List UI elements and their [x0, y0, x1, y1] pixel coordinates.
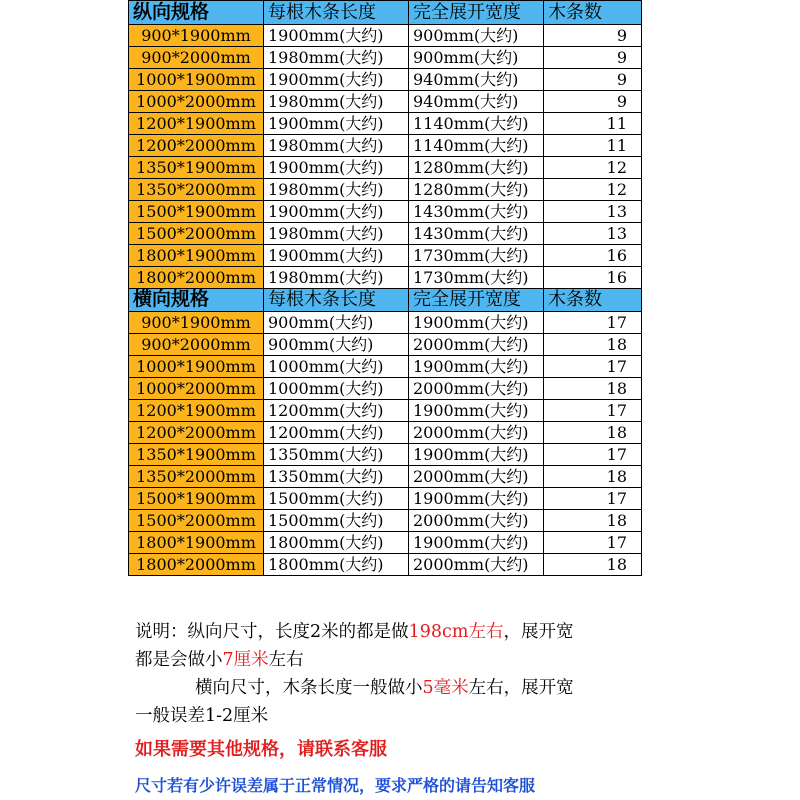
length-cell: 1980mm(大约) — [264, 178, 409, 200]
contact-note: 如果需要其他规格，请联系客服 — [135, 739, 387, 760]
count-cell: 17 — [544, 532, 642, 554]
length-cell: 1350mm(大约) — [264, 444, 409, 466]
spec-cell: 1200*1900mm — [129, 112, 264, 134]
width-cell: 2000mm(大约) — [409, 510, 544, 532]
spec-cell: 900*1900mm — [129, 24, 264, 46]
count-cell: 18 — [544, 378, 642, 400]
horizontal-header-cell: 每根木条长度 — [264, 288, 409, 312]
width-cell: 1430mm(大约) — [409, 200, 544, 222]
count-cell: 17 — [544, 400, 642, 422]
count-cell: 17 — [544, 312, 642, 334]
length-cell: 1980mm(大约) — [264, 134, 409, 156]
count-cell: 16 — [544, 244, 642, 266]
horizontal-row — [129, 378, 642, 400]
note-line-2: 都是会做小7厘米左右 — [135, 650, 304, 670]
horizontal-row — [129, 334, 642, 356]
spec-cell: 1000*1900mm — [129, 356, 264, 378]
width-cell: 2000mm(大约) — [409, 466, 544, 488]
note-line-4: 一般误差1-2厘米 — [135, 706, 269, 726]
length-cell: 1200mm(大约) — [264, 422, 409, 444]
count-cell: 12 — [544, 156, 642, 178]
count-cell: 17 — [544, 488, 642, 510]
length-cell: 1980mm(大约) — [264, 266, 409, 288]
horizontal-row — [129, 488, 642, 510]
length-cell: 1500mm(大约) — [264, 510, 409, 532]
length-cell: 1900mm(大约) — [264, 244, 409, 266]
count-cell: 18 — [544, 422, 642, 444]
width-cell: 940mm(大约) — [409, 90, 544, 112]
vertical-row — [129, 112, 642, 134]
note-line-3: 横向尺寸，木条长度一般做小5毫米左右，展开宽 — [195, 678, 574, 698]
width-cell: 900mm(大约) — [409, 24, 544, 46]
length-cell: 1980mm(大约) — [264, 90, 409, 112]
width-cell: 2000mm(大约) — [409, 334, 544, 356]
count-cell: 11 — [544, 134, 642, 156]
spec-cell: 1350*1900mm — [129, 444, 264, 466]
vertical-row — [129, 178, 642, 200]
spec-cell: 1500*1900mm — [129, 488, 264, 510]
count-cell: 9 — [544, 68, 642, 90]
spec-cell: 1800*2000mm — [129, 554, 264, 576]
horizontal-row — [129, 466, 642, 488]
spec-cell: 1350*1900mm — [129, 156, 264, 178]
count-cell: 16 — [544, 266, 642, 288]
vertical-header-row — [129, 1, 642, 25]
vertical-row — [129, 244, 642, 266]
vertical-header-cell: 纵向规格 — [129, 1, 264, 25]
horizontal-row — [129, 356, 642, 378]
width-cell: 1430mm(大约) — [409, 222, 544, 244]
length-cell: 1000mm(大约) — [264, 356, 409, 378]
spec-table-container — [128, 0, 641, 576]
horizontal-row — [129, 312, 642, 334]
length-cell: 1000mm(大约) — [264, 378, 409, 400]
length-cell: 1900mm(大约) — [264, 68, 409, 90]
count-cell: 9 — [544, 24, 642, 46]
width-cell: 2000mm(大约) — [409, 378, 544, 400]
horizontal-row — [129, 554, 642, 576]
width-cell: 900mm(大约) — [409, 46, 544, 68]
width-cell: 1900mm(大约) — [409, 312, 544, 334]
horizontal-row — [129, 532, 642, 554]
length-cell: 1350mm(大约) — [264, 466, 409, 488]
spec-cell: 1000*2000mm — [129, 378, 264, 400]
spec-cell: 1350*2000mm — [129, 466, 264, 488]
count-cell: 18 — [544, 510, 642, 532]
width-cell: 1900mm(大约) — [409, 532, 544, 554]
count-cell: 18 — [544, 554, 642, 576]
spec-cell: 1800*1900mm — [129, 244, 264, 266]
horizontal-header-cell: 完全展开宽度 — [409, 288, 544, 312]
length-cell: 1500mm(大约) — [264, 488, 409, 510]
vertical-header-cell: 完全展开宽度 — [409, 1, 544, 25]
count-cell: 17 — [544, 356, 642, 378]
length-cell: 1800mm(大约) — [264, 532, 409, 554]
width-cell: 1900mm(大约) — [409, 356, 544, 378]
vertical-header-cell: 每根木条长度 — [264, 1, 409, 25]
width-cell: 1730mm(大约) — [409, 244, 544, 266]
width-cell: 1140mm(大约) — [409, 134, 544, 156]
count-cell: 17 — [544, 444, 642, 466]
vertical-row — [129, 222, 642, 244]
vertical-row — [129, 90, 642, 112]
width-cell: 2000mm(大约) — [409, 554, 544, 576]
length-cell: 1980mm(大约) — [264, 222, 409, 244]
count-cell: 9 — [544, 46, 642, 68]
vertical-row — [129, 68, 642, 90]
length-cell: 1800mm(大约) — [264, 554, 409, 576]
spec-cell: 1800*2000mm — [129, 266, 264, 288]
horizontal-row — [129, 400, 642, 422]
length-cell: 1900mm(大约) — [264, 156, 409, 178]
length-cell: 1200mm(大约) — [264, 400, 409, 422]
width-cell: 940mm(大约) — [409, 68, 544, 90]
length-cell: 900mm(大约) — [264, 312, 409, 334]
spec-cell: 1500*2000mm — [129, 222, 264, 244]
spec-cell: 1200*1900mm — [129, 400, 264, 422]
horizontal-header-cell: 横向规格 — [129, 288, 264, 312]
spec-cell: 1500*1900mm — [129, 200, 264, 222]
spec-cell: 900*2000mm — [129, 334, 264, 356]
horizontal-row — [129, 444, 642, 466]
width-cell: 1140mm(大约) — [409, 112, 544, 134]
spec-cell: 1800*1900mm — [129, 532, 264, 554]
width-cell: 1280mm(大约) — [409, 178, 544, 200]
width-cell: 1900mm(大约) — [409, 400, 544, 422]
length-cell: 1900mm(大约) — [264, 112, 409, 134]
count-cell: 18 — [544, 334, 642, 356]
length-cell: 900mm(大约) — [264, 334, 409, 356]
vertical-row — [129, 134, 642, 156]
spec-cell: 1000*2000mm — [129, 90, 264, 112]
tolerance-note: 尺寸若有少许误差属于正常情况，要求严格的请告知客服 — [135, 776, 536, 795]
count-cell: 11 — [544, 112, 642, 134]
notes — [135, 618, 675, 730]
vertical-row — [129, 156, 642, 178]
spec-cell: 1200*2000mm — [129, 134, 264, 156]
width-cell: 1900mm(大约) — [409, 488, 544, 510]
width-cell: 1900mm(大约) — [409, 444, 544, 466]
length-cell: 1980mm(大约) — [264, 46, 409, 68]
horizontal-header-row — [129, 288, 642, 312]
vertical-row — [129, 200, 642, 222]
count-cell: 12 — [544, 178, 642, 200]
count-cell: 13 — [544, 200, 642, 222]
width-cell: 1280mm(大约) — [409, 156, 544, 178]
spec-cell: 1200*2000mm — [129, 422, 264, 444]
vertical-row — [129, 24, 642, 46]
spec-table — [128, 0, 642, 576]
spec-cell: 1000*1900mm — [129, 68, 264, 90]
spec-cell: 1350*2000mm — [129, 178, 264, 200]
note-line-1: 说明：纵向尺寸，长度2米的都是做198cm左右，展开宽 — [135, 622, 574, 642]
spec-cell: 1500*2000mm — [129, 510, 264, 532]
spec-cell: 900*1900mm — [129, 312, 264, 334]
count-cell: 9 — [544, 90, 642, 112]
vertical-row — [129, 46, 642, 68]
vertical-row — [129, 266, 642, 288]
horizontal-header-cell: 木条数 — [544, 288, 642, 312]
length-cell: 1900mm(大约) — [264, 200, 409, 222]
horizontal-row — [129, 510, 642, 532]
length-cell: 1900mm(大约) — [264, 24, 409, 46]
vertical-header-cell: 木条数 — [544, 1, 642, 25]
width-cell: 1730mm(大约) — [409, 266, 544, 288]
width-cell: 2000mm(大约) — [409, 422, 544, 444]
count-cell: 18 — [544, 466, 642, 488]
horizontal-row — [129, 422, 642, 444]
count-cell: 13 — [544, 222, 642, 244]
spec-cell: 900*2000mm — [129, 46, 264, 68]
